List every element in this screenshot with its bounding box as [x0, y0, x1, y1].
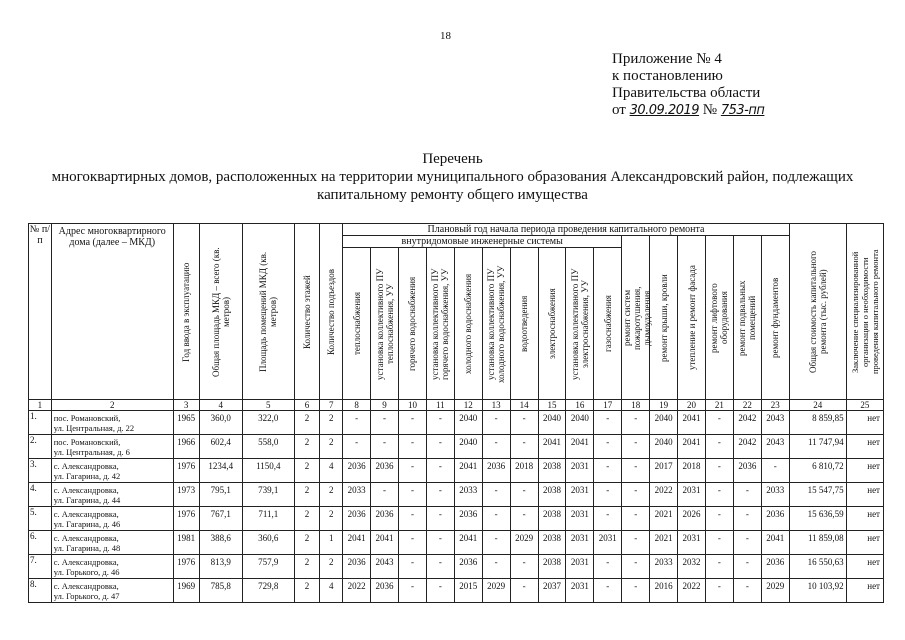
row-work-year: 2043 — [761, 411, 789, 435]
row-work-year: - — [510, 411, 538, 435]
row-work-year: - — [594, 555, 622, 579]
row-work-year: 2021 — [650, 507, 678, 531]
row-work-year: 2041 — [371, 531, 399, 555]
row-conclusion: нет — [846, 411, 883, 435]
row-number: 2. — [29, 435, 52, 459]
row-entrances: 2 — [320, 411, 343, 435]
row-number: 1. — [29, 411, 52, 435]
column-number: 17 — [594, 400, 622, 411]
row-work-year: - — [622, 555, 650, 579]
appendix-line-3: Правительства области — [612, 85, 761, 101]
row-work-year: 2022 — [650, 483, 678, 507]
row-floors: 2 — [294, 483, 320, 507]
row-work-year: - — [398, 555, 426, 579]
row-work-year: - — [705, 531, 733, 555]
row-conclusion: нет — [846, 459, 883, 483]
row-work-year: 2040 — [566, 411, 594, 435]
row-floors: 2 — [294, 531, 320, 555]
column-number: 11 — [426, 400, 454, 411]
row-work-year: 2038 — [538, 459, 566, 483]
header-work-20: утепление и ремонт фасада — [678, 236, 706, 400]
row-work-year: 2041 — [454, 459, 482, 483]
number-prefix: № — [702, 102, 718, 118]
row-cost: 11 859,08 — [789, 531, 846, 555]
row-work-year: 2031 — [566, 507, 594, 531]
row-work-year: 2029 — [761, 579, 789, 603]
handwritten-number: 753-пп — [720, 103, 765, 118]
row-cost: 10 103,92 — [789, 579, 846, 603]
header-area-total: Общая площадь МКД – всего (кв. метров) — [199, 224, 242, 400]
header-work-14: водоотведения — [510, 248, 538, 400]
row-work-year: - — [761, 459, 789, 483]
row-conclusion: нет — [846, 507, 883, 531]
column-number: 7 — [320, 400, 343, 411]
table-row — [29, 435, 884, 459]
appendix-line-1: Приложение № 4 — [612, 51, 722, 67]
column-number: 16 — [566, 400, 594, 411]
row-work-year: 2033 — [343, 483, 371, 507]
row-cost: 8 859,85 — [789, 411, 846, 435]
date-prefix: от — [612, 102, 626, 118]
row-entrances: 2 — [320, 435, 343, 459]
row-work-year: 2036 — [454, 555, 482, 579]
row-work-year: - — [733, 579, 761, 603]
column-number: 1 — [29, 400, 52, 411]
row-work-year: 2041 — [678, 435, 706, 459]
row-work-year: - — [733, 483, 761, 507]
row-address: пос. Романовский, ул. Центральная, д. 22 — [51, 411, 173, 435]
row-work-year: 2036 — [733, 459, 761, 483]
column-number: 6 — [294, 400, 320, 411]
row-work-year: - — [398, 531, 426, 555]
row-work-year: 2040 — [454, 435, 482, 459]
row-work-year: - — [622, 459, 650, 483]
row-work-year: 2042 — [733, 435, 761, 459]
appendix-line-4 — [612, 102, 764, 119]
row-work-year: - — [733, 555, 761, 579]
row-area-rooms: 322,0 — [242, 411, 294, 435]
row-work-year: 2036 — [371, 459, 399, 483]
row-work-year: - — [426, 531, 454, 555]
row-work-year: - — [705, 459, 733, 483]
row-work-year: - — [398, 435, 426, 459]
row-work-year: - — [398, 483, 426, 507]
row-work-year: - — [594, 579, 622, 603]
row-work-year: 2031 — [566, 483, 594, 507]
row-entrances: 2 — [320, 555, 343, 579]
row-conclusion: нет — [846, 555, 883, 579]
row-work-year: 2043 — [371, 555, 399, 579]
header-engineering-systems: внутридомовые инженерные системы — [343, 236, 622, 248]
row-work-year: 2040 — [454, 411, 482, 435]
row-floors: 2 — [294, 555, 320, 579]
document-title — [0, 150, 905, 204]
column-number: 22 — [733, 400, 761, 411]
row-floors: 2 — [294, 411, 320, 435]
column-number: 8 — [343, 400, 371, 411]
column-number: 3 — [173, 400, 199, 411]
row-work-year: 2041 — [454, 531, 482, 555]
row-number: 6. — [29, 531, 52, 555]
row-work-year: 2038 — [538, 507, 566, 531]
row-area-total: 813,9 — [199, 555, 242, 579]
row-work-year: - — [510, 507, 538, 531]
row-number: 8. — [29, 579, 52, 603]
row-work-year: 2032 — [678, 555, 706, 579]
row-number: 5. — [29, 507, 52, 531]
row-work-year: - — [426, 435, 454, 459]
row-work-year: 2036 — [761, 555, 789, 579]
row-work-year: 2031 — [566, 531, 594, 555]
row-work-year: - — [622, 579, 650, 603]
row-work-year: 2038 — [538, 555, 566, 579]
column-number: 14 — [510, 400, 538, 411]
row-work-year: - — [398, 411, 426, 435]
row-work-year: 2040 — [650, 435, 678, 459]
header-entrances: Количество подъездов — [320, 224, 343, 400]
row-work-year: 2029 — [482, 579, 510, 603]
row-conclusion: нет — [846, 435, 883, 459]
table-row — [29, 459, 884, 483]
header-work-11: установка коллективного ПУ горячего водоснабжения, УУ — [426, 248, 454, 400]
column-number: 21 — [705, 400, 733, 411]
row-work-year: 2042 — [733, 411, 761, 435]
header-work-22: ремонт подвальных помещений — [733, 236, 761, 400]
row-work-year: - — [426, 507, 454, 531]
column-number: 24 — [789, 400, 846, 411]
header-work-16: установка коллективного ПУ электроснабжения, УУ — [566, 248, 594, 400]
row-work-year: - — [510, 555, 538, 579]
row-work-year: - — [622, 531, 650, 555]
row-work-year: - — [426, 555, 454, 579]
row-work-year: 2031 — [566, 579, 594, 603]
row-work-year: 2033 — [761, 483, 789, 507]
row-work-year: - — [343, 411, 371, 435]
row-work-year: 2036 — [343, 507, 371, 531]
row-address: с. Александровка, ул. Гагарина, д. 42 — [51, 459, 173, 483]
column-number: 19 — [650, 400, 678, 411]
row-area-rooms: 360,6 — [242, 531, 294, 555]
row-conclusion: нет — [846, 483, 883, 507]
row-work-year: - — [482, 411, 510, 435]
row-work-year: 2033 — [454, 483, 482, 507]
header-work-8: теплоснабжения — [343, 248, 371, 400]
row-entrances: 4 — [320, 579, 343, 603]
row-work-year: - — [622, 435, 650, 459]
row-work-year: 2022 — [343, 579, 371, 603]
row-floors: 2 — [294, 459, 320, 483]
row-number: 7. — [29, 555, 52, 579]
row-work-year: 2041 — [566, 435, 594, 459]
header-year: Год ввода в эксплуатацию — [173, 224, 199, 400]
row-work-year: 2031 — [566, 459, 594, 483]
row-work-year: - — [426, 411, 454, 435]
row-work-year: 2018 — [678, 459, 706, 483]
header-work-13: установка коллективного ПУ холодного водоснабжения, УУ — [482, 248, 510, 400]
row-number: 4. — [29, 483, 52, 507]
appendix-block — [612, 51, 764, 119]
row-address: с. Александровка, ул. Горького, д. 47 — [51, 579, 173, 603]
row-work-year: 2022 — [678, 579, 706, 603]
table-row — [29, 483, 884, 507]
table-row — [29, 411, 884, 435]
row-work-year: - — [343, 435, 371, 459]
appendix-line-2: к постановлению — [612, 68, 723, 84]
row-work-year: - — [510, 435, 538, 459]
housing-register-table — [28, 223, 884, 603]
row-number: 3. — [29, 459, 52, 483]
row-area-total: 795,1 — [199, 483, 242, 507]
column-number: 25 — [846, 400, 883, 411]
row-work-year: 2031 — [678, 531, 706, 555]
column-number: 18 — [622, 400, 650, 411]
row-floors: 2 — [294, 435, 320, 459]
row-area-rooms: 729,8 — [242, 579, 294, 603]
column-number: 20 — [678, 400, 706, 411]
row-entrances: 4 — [320, 459, 343, 483]
row-work-year: - — [622, 411, 650, 435]
row-work-year: - — [594, 435, 622, 459]
row-year: 1965 — [173, 411, 199, 435]
row-year: 1973 — [173, 483, 199, 507]
table-row — [29, 579, 884, 603]
row-work-year: - — [705, 555, 733, 579]
row-work-year: 2037 — [538, 579, 566, 603]
row-work-year: 2040 — [650, 411, 678, 435]
row-work-year: 2031 — [678, 483, 706, 507]
row-work-year: 2016 — [650, 579, 678, 603]
column-number: 23 — [761, 400, 789, 411]
row-work-year: - — [510, 579, 538, 603]
row-work-year: - — [705, 435, 733, 459]
column-number: 5 — [242, 400, 294, 411]
row-floors: 2 — [294, 507, 320, 531]
row-work-year: 2036 — [371, 579, 399, 603]
row-work-year: - — [622, 483, 650, 507]
row-work-year: - — [733, 507, 761, 531]
column-number: 13 — [482, 400, 510, 411]
row-area-total: 360,0 — [199, 411, 242, 435]
header-work-15: электроснабжения — [538, 248, 566, 400]
row-conclusion: нет — [846, 531, 883, 555]
row-work-year: - — [398, 579, 426, 603]
row-work-year: 2036 — [343, 555, 371, 579]
header-work-9: установка коллективного ПУ теплоснабжения, УУ — [371, 248, 399, 400]
title-line-2: многоквартирных домов, расположенных на территории муниципального образования Александровский район, подлежащих — [51, 169, 854, 185]
table-row — [29, 507, 884, 531]
row-work-year: 2040 — [538, 411, 566, 435]
handwritten-date: 30.09.2019 — [629, 103, 700, 118]
row-work-year: - — [426, 483, 454, 507]
row-work-year: - — [398, 507, 426, 531]
row-work-year: - — [371, 411, 399, 435]
row-work-year: - — [426, 579, 454, 603]
header-conclusion: Заключение специализированной организации о необходимости проведения капитального ремонта — [846, 224, 883, 400]
row-work-year: - — [482, 507, 510, 531]
row-year: 1976 — [173, 459, 199, 483]
table-row — [29, 531, 884, 555]
row-work-year: 2041 — [761, 531, 789, 555]
row-year: 1966 — [173, 435, 199, 459]
row-work-year: - — [482, 555, 510, 579]
row-work-year: - — [371, 435, 399, 459]
row-work-year: - — [398, 459, 426, 483]
row-area-total: 1234,4 — [199, 459, 242, 483]
row-work-year: 2017 — [650, 459, 678, 483]
header-num: № п/п — [29, 224, 52, 400]
row-work-year: 2041 — [538, 435, 566, 459]
row-work-year: 2036 — [343, 459, 371, 483]
header-work-21: ремонт лифтового оборудования — [705, 236, 733, 400]
row-address: с. Александровка, ул. Гагарина, д. 48 — [51, 531, 173, 555]
row-year: 1976 — [173, 555, 199, 579]
row-cost: 16 550,63 — [789, 555, 846, 579]
title-line-3: капитальному ремонту общего имущества — [317, 187, 588, 203]
row-work-year: 2021 — [650, 531, 678, 555]
header-work-10: горячего водоснабжения — [398, 248, 426, 400]
row-address: с. Александровка, ул. Гагарина, д. 44 — [51, 483, 173, 507]
row-work-year: - — [482, 483, 510, 507]
column-number: 4 — [199, 400, 242, 411]
row-work-year: 2031 — [566, 555, 594, 579]
header-floors: Количество этажей — [294, 224, 320, 400]
row-area-rooms: 1150,4 — [242, 459, 294, 483]
row-work-year: 2018 — [510, 459, 538, 483]
page-number: 18 — [440, 30, 451, 42]
title-line-1: Перечень — [422, 151, 483, 167]
row-work-year: - — [594, 411, 622, 435]
row-area-total: 767,1 — [199, 507, 242, 531]
row-address: с. Александровка, ул. Горького, д. 46 — [51, 555, 173, 579]
row-work-year: 2026 — [678, 507, 706, 531]
column-number: 10 — [398, 400, 426, 411]
row-work-year: - — [705, 579, 733, 603]
column-number: 9 — [371, 400, 399, 411]
row-cost: 15 547,75 — [789, 483, 846, 507]
row-area-rooms: 558,0 — [242, 435, 294, 459]
row-entrances: 2 — [320, 507, 343, 531]
row-cost: 15 636,59 — [789, 507, 846, 531]
row-area-rooms: 711,1 — [242, 507, 294, 531]
row-work-year: - — [482, 435, 510, 459]
row-cost: 6 810,72 — [789, 459, 846, 483]
row-work-year: - — [705, 411, 733, 435]
row-work-year: - — [371, 483, 399, 507]
header-work-18: ремонт систем пожаротушения, дымоудаления — [622, 236, 650, 400]
row-work-year: 2036 — [454, 507, 482, 531]
header-work-23: ремонт фундаментов — [761, 236, 789, 400]
column-number: 2 — [51, 400, 173, 411]
row-work-year: 2029 — [510, 531, 538, 555]
row-work-year: 2036 — [371, 507, 399, 531]
row-area-rooms: 739,1 — [242, 483, 294, 507]
row-work-year: 2015 — [454, 579, 482, 603]
header-work-12: холодного водоснабжения — [454, 248, 482, 400]
row-work-year: - — [705, 507, 733, 531]
row-work-year: 2036 — [482, 459, 510, 483]
table-row — [29, 555, 884, 579]
row-area-total: 388,6 — [199, 531, 242, 555]
row-work-year: - — [510, 483, 538, 507]
row-area-total: 602,4 — [199, 435, 242, 459]
row-year: 1969 — [173, 579, 199, 603]
row-work-year: 2033 — [650, 555, 678, 579]
row-work-year: 2043 — [761, 435, 789, 459]
row-work-year: 2041 — [678, 411, 706, 435]
row-work-year: - — [426, 459, 454, 483]
header-area-rooms: Площадь помещений МКД (кв. метров) — [242, 224, 294, 400]
row-area-total: 785,8 — [199, 579, 242, 603]
row-work-year: 2038 — [538, 483, 566, 507]
row-work-year: - — [594, 459, 622, 483]
row-floors: 2 — [294, 579, 320, 603]
row-address: с. Александровка, ул. Гагарина, д. 46 — [51, 507, 173, 531]
row-work-year: - — [622, 507, 650, 531]
header-address: Адрес многоквартирного дома (далее – МКД) — [51, 224, 173, 400]
column-number: 15 — [538, 400, 566, 411]
row-year: 1981 — [173, 531, 199, 555]
header-work-17: газоснабжения — [594, 248, 622, 400]
header-plan-year: Плановый год начала периода проведения капитального ремонта — [343, 224, 790, 236]
row-work-year: - — [482, 531, 510, 555]
row-work-year: - — [705, 483, 733, 507]
header-cost: Общая стоимость капитального ремонта (тыс. рублей) — [789, 224, 846, 400]
row-work-year: 2038 — [538, 531, 566, 555]
row-conclusion: нет — [846, 579, 883, 603]
row-work-year: - — [594, 507, 622, 531]
row-area-rooms: 757,9 — [242, 555, 294, 579]
row-entrances: 2 — [320, 483, 343, 507]
row-entrances: 1 — [320, 531, 343, 555]
row-work-year: 2031 — [594, 531, 622, 555]
column-number: 12 — [454, 400, 482, 411]
row-work-year: 2036 — [761, 507, 789, 531]
row-year: 1976 — [173, 507, 199, 531]
header-work-19: ремонт крыши, кровли — [650, 236, 678, 400]
row-cost: 11 747,94 — [789, 435, 846, 459]
row-work-year: 2041 — [343, 531, 371, 555]
row-address: пос. Романовский, ул. Центральная, д. 6 — [51, 435, 173, 459]
row-work-year: - — [733, 531, 761, 555]
row-work-year: - — [594, 483, 622, 507]
